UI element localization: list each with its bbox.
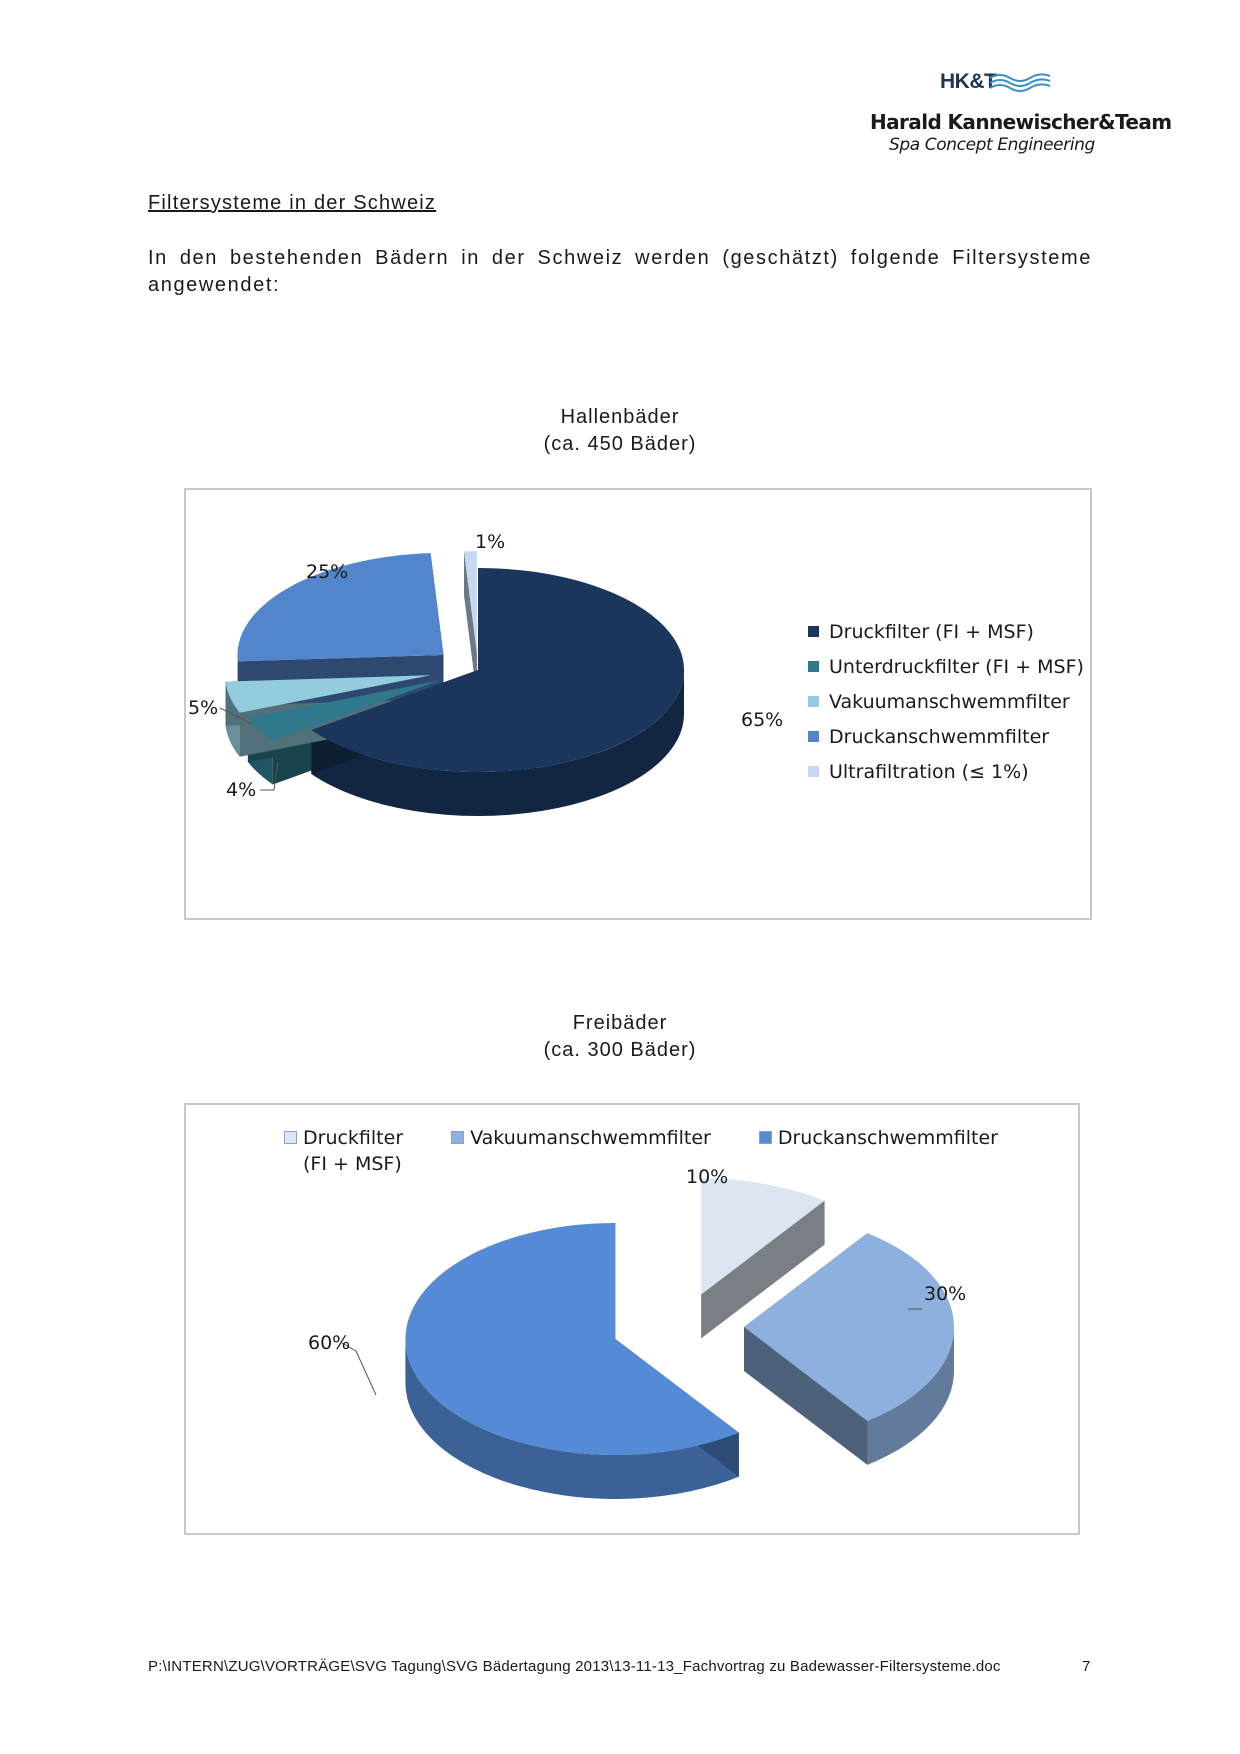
chart1-legend: [808, 614, 1084, 789]
chart1-legend-item: [808, 684, 1084, 719]
footer-file-path: P:\INTERN\ZUG\VORTRÄGE\SVG Tagung\SVG Bädertagung 2013\13-11-13_Fachvortrag zu Badewasser-Filtersysteme.doc: [148, 1658, 1001, 1675]
legend-swatch: [451, 1131, 464, 1144]
logo-tagline: Spa Concept Engineering: [889, 135, 1095, 155]
company-logo: [840, 70, 1172, 160]
chart1-data-label-3: 25%: [306, 561, 349, 583]
chart1-data-label-2: 5%: [188, 697, 219, 719]
chart1-title-line1: Hallenbäder: [560, 406, 680, 428]
chart2-title-line2: (ca. 300 Bäder): [543, 1039, 697, 1061]
chart1-frame: [184, 488, 1092, 920]
legend-swatch: [284, 1131, 297, 1144]
legend-label: Druckanschwemmfilter: [777, 1127, 998, 1149]
chart2-legend: [284, 1125, 1046, 1177]
legend-swatch: [759, 1131, 772, 1144]
section-heading: Filtersysteme in der Schweiz: [148, 192, 437, 214]
logo-company-name: Harald Kannewischer&Team: [870, 110, 1172, 134]
chart2-legend-item: [284, 1125, 403, 1177]
chart1-title: [370, 404, 870, 458]
chart2-title: [370, 1010, 870, 1064]
legend-label: Unterdruckfilter (FI + MSF): [829, 655, 1084, 678]
chart2-data-label-0: 10%: [686, 1166, 729, 1188]
chart1-title-line2: (ca. 450 Bäder): [543, 433, 697, 455]
legend-label: Druckanschwemmfilter: [829, 725, 1050, 748]
chart2-legend-item: [759, 1125, 998, 1177]
legend-swatch: [808, 766, 819, 777]
legend-label: Vakuumanschwemmfilter: [470, 1127, 711, 1149]
legend-label: Druckfilter (FI + MSF): [829, 620, 1034, 643]
chart1-legend-item: [808, 754, 1084, 789]
legend-label: Ultrafiltration (≤ 1%): [829, 760, 1029, 783]
legend-swatch: [808, 731, 819, 742]
chart1-legend-item: [808, 614, 1084, 649]
chart1-legend-item: [808, 649, 1084, 684]
legend-label: Vakuumanschwemmfilter: [829, 690, 1070, 713]
chart1-data-label-0: 65%: [741, 709, 784, 731]
chart2-legend-item: [451, 1125, 711, 1177]
logo-mark: HK&T: [940, 70, 997, 93]
waves-icon: [988, 72, 1052, 94]
chart2-frame: [184, 1103, 1080, 1535]
legend-swatch: [808, 696, 819, 707]
chart1-data-label-1: 4%: [226, 779, 257, 801]
page-number: 7: [1082, 1658, 1091, 1675]
chart1-legend-item: [808, 719, 1084, 754]
chart2-data-label-1: 30%: [924, 1283, 967, 1305]
intro-paragraph: In den bestehenden Bädern in der Schweiz werden (geschätzt) folgende Filtersysteme angewendet:: [148, 247, 1092, 296]
chart2-data-label-2: 60%: [308, 1332, 351, 1354]
chart1-data-label-4: 1%: [475, 531, 506, 553]
legend-swatch: [808, 626, 819, 637]
chart2-title-line1: Freibäder: [572, 1012, 668, 1034]
legend-label: Druckfilter (FI + MSF): [303, 1127, 404, 1175]
legend-swatch: [808, 661, 819, 672]
